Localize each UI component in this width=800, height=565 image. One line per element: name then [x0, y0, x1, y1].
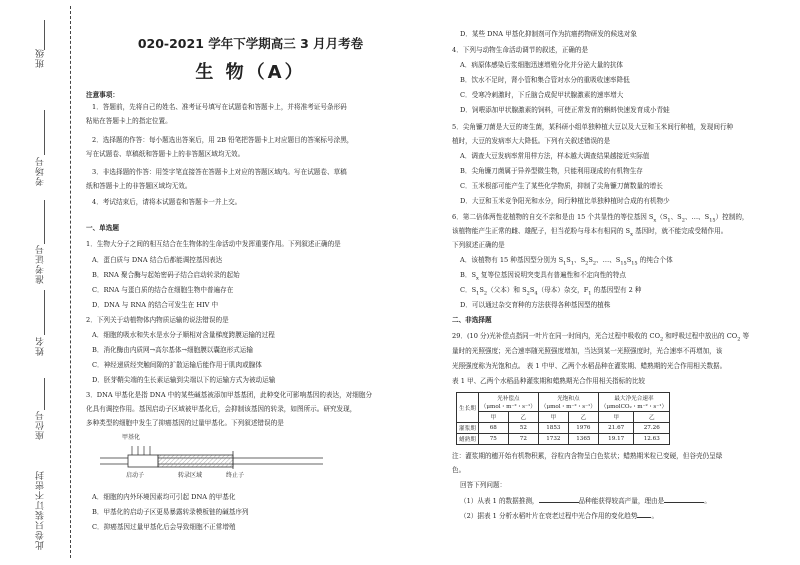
table-cell: 19.17 [598, 434, 634, 445]
table-cell: 68 [478, 423, 508, 434]
question-prompt: 回答下列问题： [460, 481, 507, 489]
sub-question-text: 。 [651, 512, 659, 520]
table-subheader-cell: 甲 [538, 412, 568, 423]
promoter-box [128, 455, 158, 467]
table-cell: 1365 [568, 434, 598, 445]
q4-option-d: D．饲喂添加甲状腺激素的饲料，可使正常发育的蝌蚪快速发育成小青蛙 [460, 106, 670, 114]
sub-question-text: （2）据表 1 分析水稻叶片在衰老过程中光合作用的变化趋势 [460, 512, 638, 520]
answer-blank[interactable] [539, 496, 579, 503]
q2-option-c: C．神经递质经突触间隙的扩散运输后能作用于肌肉或腺体 [92, 361, 262, 369]
header-text: 光饱和点 [557, 396, 580, 402]
q29-text-line: 光照强度称为光饱和点。 表 1 中甲、乙两个水稻品种在灌浆期、蜡熟期的光合作用相关数据。 [452, 362, 727, 370]
table-header-cell: 生长期 [457, 393, 479, 423]
table-cell: 27.26 [634, 423, 670, 434]
q5-option-d: D．大豆和玉米竞争阳光和水分，间行种植比单独种植时合成的有机物少 [460, 197, 670, 205]
note-line: 3．非选择题的作答：用签字笔直接答在答题卡上对应的答题区域内。写在试题卷、草稿 [92, 168, 347, 176]
table-cell: 12.63 [634, 434, 670, 445]
q5-option-b: B．尖角镰刀菌属于异养型微生物，只能利用现成的有机物生存 [460, 167, 643, 175]
q1-stem: 1．生物大分子之间的相互结合在生物体的生命活动中发挥重要作用。下列叙述正确的是 [86, 240, 341, 248]
name-fill-line [44, 290, 45, 335]
table-subheader-cell: 乙 [634, 412, 670, 423]
table-note-line: 色。 [452, 466, 466, 474]
answer-blank[interactable] [637, 511, 651, 518]
name-label: 姓名 [36, 336, 46, 356]
q3-option-c: C．抑癌基因过量甲基化后会导致细胞不正常增殖 [92, 523, 236, 531]
q4-stem: 4．下列与动物生命活动调节的叙述，正确的是 [452, 46, 589, 54]
section-heading: 二、非选择题 [452, 316, 492, 324]
transcribed-region-box [158, 455, 233, 467]
header-text: 光补偿点 [497, 396, 520, 402]
q29-text-line: 量时的光照强度；光合速率随光照强度增加，当达到某一光照强度时，光合速率不再增加，该 [452, 347, 723, 355]
transcribed-region-label: 转录区域 [178, 472, 203, 479]
q6-stem-line: 该植物能产生正常的雌、雄配子，但当花粉与母本有相同的 $S_x$ 基因时，就不能完成受精作用。 [452, 227, 728, 238]
note-line: 纸和答题卡上的非答题区域均无效。 [86, 182, 192, 190]
header-unit: （μmolCO₂・m⁻²・s⁻¹） [600, 404, 668, 410]
q3-stem-line: 3．DNA 甲基化是指 DNA 中的某些碱基被添加甲基基团，此种变化可影响基因的表达，对细胞分 [86, 391, 373, 399]
seat-number-label: 座位号 [36, 410, 46, 440]
header-text: 最大净光合速率 [614, 396, 654, 402]
q6-option-d: D．可以通过杂交育种的方法获得各种基因型的植株 [460, 301, 611, 309]
q5-option-a: A．调查大豆发病率常用样方法，样本越大调查结果越接近实际值 [460, 152, 650, 160]
table-note-line: 注：灌浆期的穗开始有机物积累，谷粒内含物呈白色浆状；蜡熟期米粒已变硬，但谷壳仍呈绿 [452, 452, 723, 460]
answer-blank[interactable] [664, 496, 704, 503]
table-header-cell [478, 393, 538, 412]
table-cell: 75 [478, 434, 508, 445]
q6-stem-line: 下列叙述正确的是 [452, 241, 505, 249]
q3-option-d: D．某些 DNA 甲基化抑制剂可作为抗癌药物研发的候选对象 [460, 30, 637, 38]
q3-option-a: A．细胞的内外环境因素均可引起 DNA 的甲基化 [92, 493, 236, 501]
binding-dashed-line [70, 6, 71, 558]
table-row [457, 434, 670, 445]
q1-option-b: B．RNA 聚合酶与起始密码子结合启动转录的起始 [92, 271, 240, 279]
table-cell: 蜡熟期 [457, 434, 479, 445]
binding-note: 此卷只装订不密封 [36, 470, 46, 550]
exam-room-label: 考场号 [36, 156, 46, 186]
promoter-label: 启动子 [126, 472, 145, 479]
sub-question-1 [460, 496, 711, 506]
q1-option-d: D．DNA 与 RNA 的结合可发生在 HIV 中 [92, 301, 219, 309]
q2-stem: 2．下列关于动植物体内物质运输的说法错误的是 [86, 316, 229, 324]
table-row [457, 423, 670, 434]
note-line: 4．考试结束后，请将本试题卷和答题卡一并上交。 [92, 198, 242, 206]
class-fill-line [44, 20, 45, 50]
methyl-group-icons [132, 446, 150, 455]
table-cell: 52 [508, 423, 538, 434]
section-heading: 一、单选题 [86, 224, 119, 232]
q6-option-a: A．该植物有 15 种基因型分别为 $S_1S_1$、$S_2S_2$、…、$S_{15}S_{15}$ 的纯合个体 [460, 256, 673, 267]
table-cell: 灌浆期 [457, 423, 479, 434]
table-subheader-cell: 乙 [568, 412, 598, 423]
class-label: 班级 [36, 48, 46, 68]
sub-question-2 [460, 511, 658, 521]
admission-number-fill-line [44, 200, 45, 244]
q5-stem-line: 5．尖角镰刀菌是大豆的寄生菌，某科研小组单独种植大豆以及大豆和玉米间行种植，发现间行种 [452, 123, 734, 131]
sub-question-text: （1）从表 1 的数据推测， [460, 497, 539, 505]
note-line: 2．选择题的作答：每小题选出答案后，用 2B 铅笔把答题卡上对应题目的答案标号涂黑， [92, 136, 354, 144]
q3-option-b: B．甲基化的启动子区更易暴露转录模板链的碱基序列 [92, 508, 249, 516]
q2-option-a: A．细胞的吸水和失水是水分子顺相对含量梯度跨膜运输的过程 [92, 331, 275, 339]
terminator-label: 终止子 [226, 472, 245, 479]
photosynthesis-table [456, 392, 670, 445]
subject-title: 生 物（A） [195, 62, 306, 83]
q5-stem-line: 植时，大豆的发病率大大降低。下列有关叙述错误的是 [452, 137, 611, 145]
admission-number-label: 准考证号 [36, 244, 46, 284]
table-header-cell [598, 393, 669, 412]
notes-heading: 注意事项： [86, 91, 119, 99]
methylation-label: 甲基化 [122, 434, 141, 441]
table-subheader-cell: 甲 [598, 412, 634, 423]
exam-title: 020-2021 学年下学期高三 3 月月考卷 [137, 36, 364, 51]
q6-stem-line: 6．第二倍体两性花植物的自交不亲和是由 15 个共显性的等位基因 $S_x(S_1$、$S_2$、…、$S_{15}$）控制的， [452, 213, 749, 224]
sub-question-text: 。 [704, 497, 711, 505]
table-header-cell [538, 393, 598, 412]
header-unit: （μmol・m⁻²・s⁻¹） [480, 404, 536, 410]
q1-option-a: A．蛋白质与 DNA 结合后都能调控基因表达 [92, 256, 223, 264]
table-cell: 21.67 [598, 423, 634, 434]
table-cell: 1853 [538, 423, 568, 434]
q3-stem-line: 化具有调控作用。基因启动子区域被甲基化后，会抑制该基因的转录，如图所示。研究发现， [86, 405, 357, 413]
q5-option-c: C．玉米根部可能产生了某些化学物质，抑制了尖角镰刀菌数量的增长 [460, 182, 663, 190]
table-caption: 表 1 甲、乙两个水稻品种灌浆期和蜡熟期光合作用相关指标的比较 [452, 377, 646, 385]
q2-option-d: D．胚芽鞘尖端的生长素运输到尖端以下的运输方式为被动运输 [92, 376, 276, 384]
note-line: 粘贴在答题卡上的指定位置。 [86, 117, 172, 125]
note-line: 1．答题前，先将自己的姓名、准考证号填写在试题卷和答题卡上，并将准考证号条形码 [92, 103, 347, 111]
table-subheader-row [457, 412, 670, 423]
table-cell: 1976 [568, 423, 598, 434]
dna-methylation-diagram [98, 433, 328, 483]
table-subheader-cell: 甲 [478, 412, 508, 423]
q4-option-b: B．饮水不足时，肾小管和集合管对水分的重吸收速率降低 [460, 76, 630, 84]
header-unit: （μmol・m⁻²・s⁻¹） [540, 404, 596, 410]
q2-option-b: B．消化酶由内质网→高尔基体→细胞膜以囊泡形式运输 [92, 346, 253, 354]
seat-number-fill-line [44, 378, 45, 410]
q3-stem-line: 多种类型的细胞中发生了抑癌基因的过量甲基化。下列叙述错误的是 [86, 419, 284, 427]
table-cell: 1732 [538, 434, 568, 445]
table-cell: 72 [508, 434, 538, 445]
note-line: 写在试题卷、草稿纸和答题卡上的非答题区域均无效。 [86, 150, 245, 158]
q4-option-a: A．病原体感染后浆细胞迅速增殖分化并分泌大量的抗体 [460, 61, 624, 69]
q6-option-c: C．$S_1S_2$（父本）和 $S_2S_4$（母本）杂交，$F_1$ 的基因型有 2 种 [460, 286, 642, 297]
q6-option-b: B．$S_x$ 复等位基因说明突变具有普遍性和不定向性的特点 [460, 271, 626, 282]
q4-option-c: C．受寒冷刺激时，下丘脑合成促甲状腺激素的速率增大 [460, 91, 624, 99]
sub-question-text: 品种能获得较高产量，理由是 [578, 497, 665, 505]
q1-option-c: C．RNA 与蛋白质的结合在细胞生物中普遍存在 [92, 286, 234, 294]
binding-margin [0, 0, 80, 565]
exam-room-fill-line [44, 110, 45, 155]
q29-text-line: 29．(10 分)光补偿点指同一叶片在同一时间内，光合过程中吸收的 $CO_2$ 和呼吸过程中放出的 $CO_2$ 等 [452, 332, 750, 343]
table-header-row [457, 393, 670, 412]
table-subheader-cell: 乙 [508, 412, 538, 423]
